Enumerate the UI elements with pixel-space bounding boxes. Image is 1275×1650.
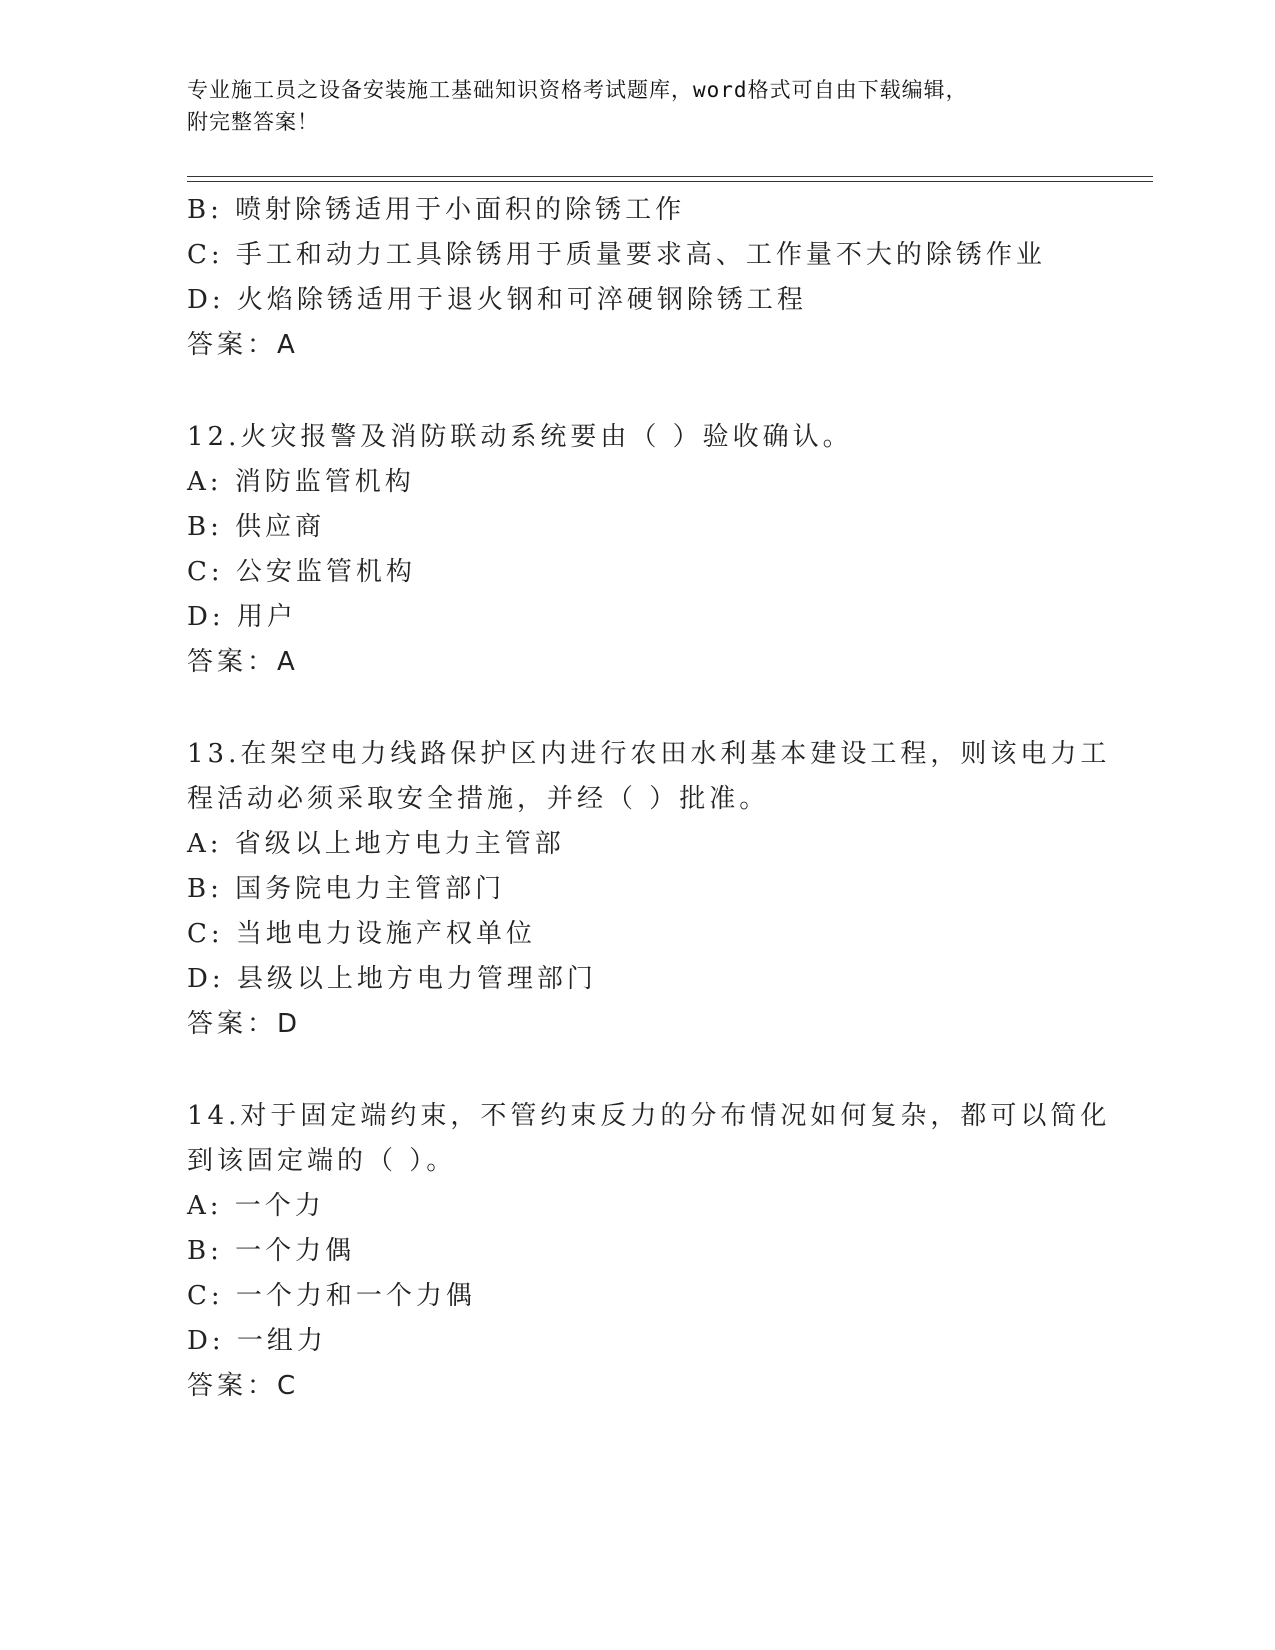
option-a: A: 一个力 <box>187 1191 325 1221</box>
option-c: C: 一个力和一个力偶 <box>187 1281 476 1311</box>
header-divider-top <box>187 176 1153 177</box>
question-text-line-2: 程活动必须采取安全措施，并经（ ）批准。 <box>187 784 770 814</box>
question-text-line-1: 13.在架空电力线路保护区内进行农田水利基本建设工程，则该电力工 <box>187 739 1111 769</box>
option-b: B: 国务院电力主管部门 <box>187 874 506 904</box>
header-line-1: 专业施工员之设备安装施工基础知识资格考试题库，word格式可自由下载编辑， <box>187 78 968 102</box>
question-11-continued <box>187 188 1087 368</box>
option-c: C: 公安监管机构 <box>187 557 416 587</box>
option-d: D: 一组力 <box>187 1326 327 1356</box>
header-divider-bottom <box>187 181 1153 182</box>
question-14 <box>187 1094 1111 1409</box>
question-list <box>187 188 1111 1409</box>
answer-line: 答案：D <box>187 1009 302 1039</box>
option-b: B: 喷射除锈适用于小面积的除锈工作 <box>187 195 686 225</box>
question-12 <box>187 415 1087 685</box>
question-text: 12.火灾报警及消防联动系统要由（ ）验收确认。 <box>187 422 853 452</box>
option-b: B: 供应商 <box>187 512 326 542</box>
option-d: D: 县级以上地方电力管理部门 <box>187 964 597 994</box>
answer-line: 答案：A <box>187 330 299 360</box>
question-text-line-1: 14.对于固定端约束，不管约束反力的分布情况如何复杂，都可以简化 <box>187 1101 1111 1131</box>
spacer <box>187 368 1087 415</box>
option-d: D: 用户 <box>187 602 297 632</box>
question-13 <box>187 732 1111 1047</box>
option-a: A: 消防监管机构 <box>187 467 415 497</box>
option-b: B: 一个力偶 <box>187 1236 356 1266</box>
answer-line: 答案：A <box>187 647 299 677</box>
header-line-2: 附完整答案！ <box>187 110 319 134</box>
spacer <box>187 685 1087 732</box>
document-header <box>187 74 1067 138</box>
option-a: A: 省级以上地方电力主管部 <box>187 829 565 859</box>
option-d: D: 火焰除锈适用于退火钢和可淬硬钢除锈工程 <box>187 285 807 315</box>
answer-line: 答案：C <box>187 1371 300 1401</box>
question-text-line-2: 到该固定端的（ ）。 <box>187 1146 457 1176</box>
spacer <box>187 1047 1087 1094</box>
option-c: C: 手工和动力工具除锈用于质量要求高、工作量不大的除锈作业 <box>187 240 1046 270</box>
option-c: C: 当地电力设施产权单位 <box>187 919 536 949</box>
